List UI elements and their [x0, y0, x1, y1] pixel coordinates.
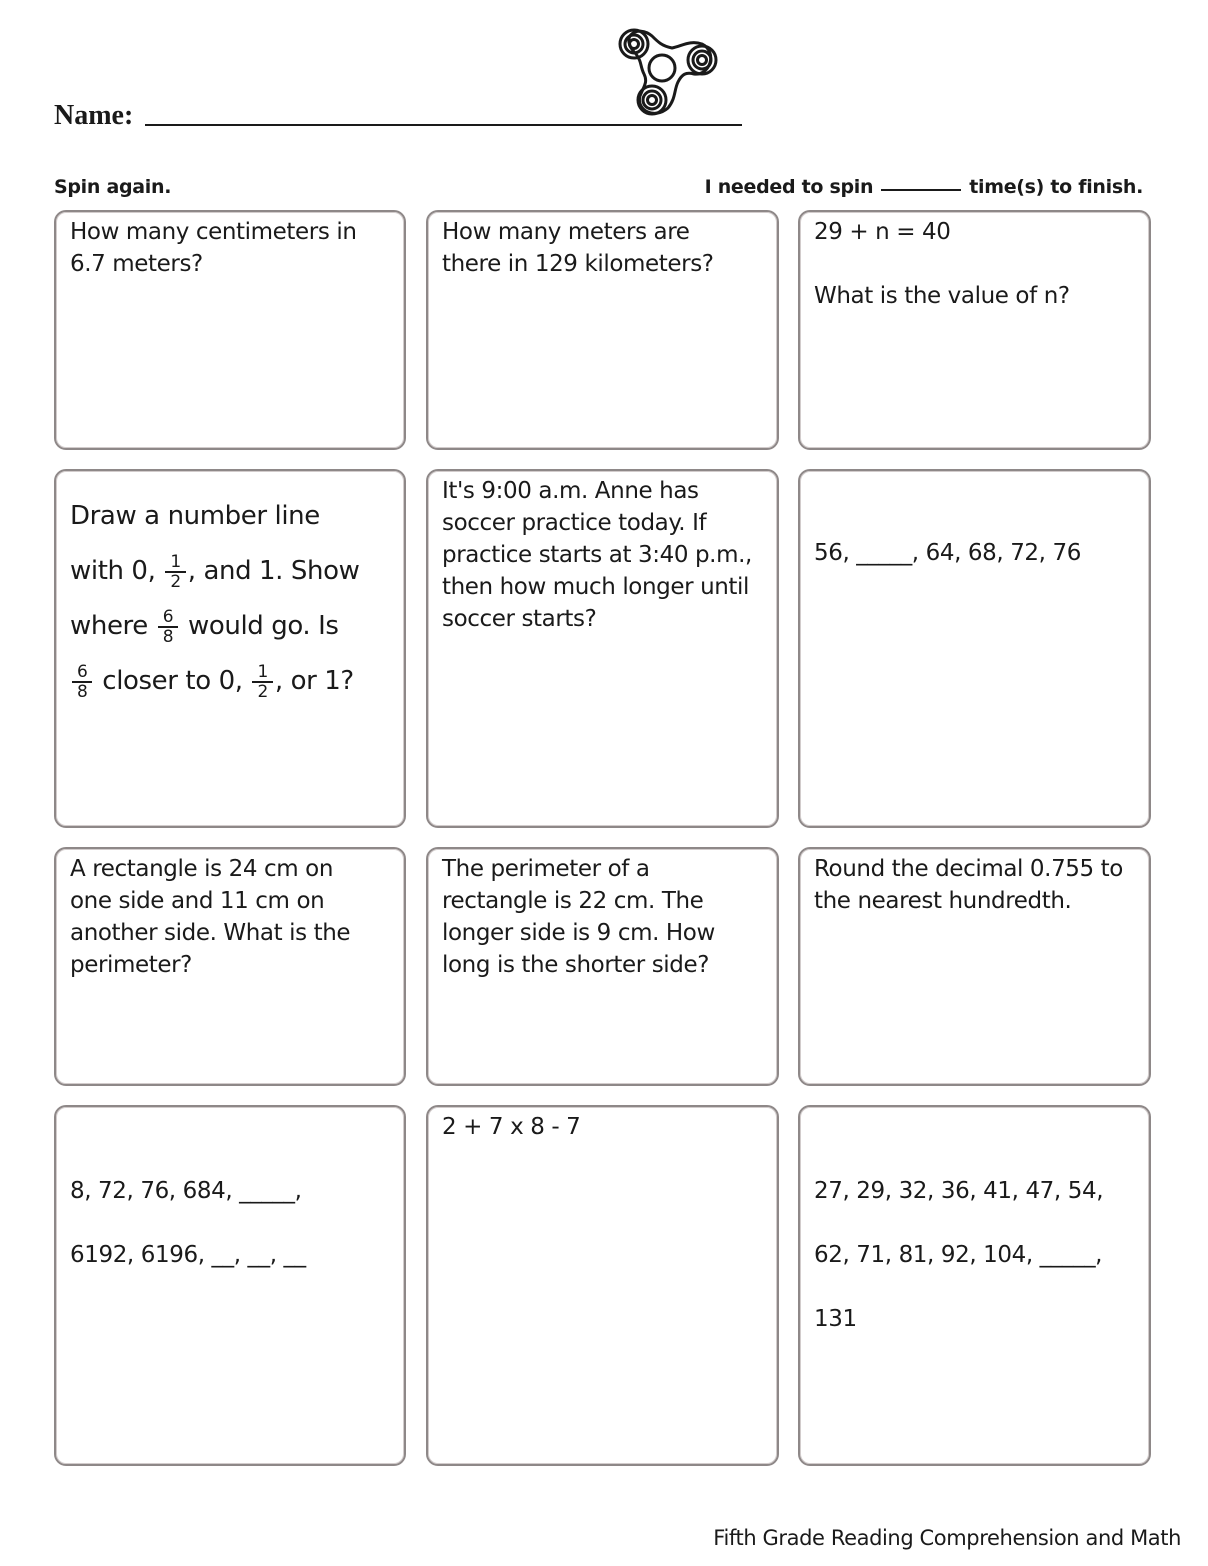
spin-count-prefix: I needed to spin — [704, 176, 874, 198]
card-text-line: another side. What is the — [70, 920, 351, 946]
spin-again-text: Spin again. — [54, 176, 172, 198]
question-card-number-line[interactable] — [54, 469, 406, 828]
fraction-six-eighths — [72, 663, 92, 701]
question-text: What is the value of n? — [814, 283, 1070, 309]
card-text-line: The perimeter of a — [442, 856, 650, 882]
fraction-denominator: 8 — [162, 626, 174, 647]
card-text-line: It's 9:00 a.m. Anne has — [442, 478, 699, 504]
question-card-centimeters[interactable] — [54, 210, 406, 450]
card-text-line: 27, 29, 32, 36, 41, 47, 54, — [814, 1178, 1104, 1204]
equation-text: 29 + n = 40 — [814, 219, 951, 245]
spin-count-suffix: time(s) to finish. — [969, 176, 1143, 198]
card-text-line: the nearest hundredth. — [814, 888, 1072, 914]
question-card-sequence-fours[interactable] — [798, 469, 1151, 828]
question-card-shorter-side[interactable] — [426, 847, 779, 1086]
fraction-numerator: 1 — [165, 553, 185, 573]
card-text-line: 62, 71, 81, 92, 104, _____, — [814, 1242, 1103, 1268]
card-text-line — [70, 599, 392, 654]
text-segment: would go. Is — [188, 611, 339, 641]
text-segment: closer to 0, — [102, 666, 243, 696]
fraction-one-half — [165, 553, 185, 591]
card-text-line — [70, 544, 392, 599]
card-text-line: then how much longer until — [442, 574, 750, 600]
card-text-line: Draw a number line — [70, 501, 320, 531]
card-text-line: one side and 11 cm on — [70, 888, 325, 914]
text-segment: , and 1. Show — [187, 556, 360, 586]
card-text-line: soccer practice today. If — [442, 510, 707, 536]
text-segment: where — [70, 611, 148, 641]
card-text-line: 6192, 6196, __, __, __ — [70, 1242, 306, 1268]
fidget-spinner-icon — [606, 24, 721, 122]
fraction-numerator: 6 — [158, 608, 178, 628]
question-card-rectangle-perimeter[interactable] — [54, 847, 406, 1086]
card-text-line: 6.7 meters? — [70, 251, 203, 277]
text-segment: with 0, — [70, 556, 156, 586]
fraction-one-half — [252, 663, 272, 701]
question-card-kilometers[interactable] — [426, 210, 779, 450]
card-text-line: perimeter? — [70, 952, 192, 978]
sequence-text: 56, _____, 64, 68, 72, 76 — [814, 540, 1081, 566]
card-text-line: soccer starts? — [442, 606, 597, 632]
fraction-numerator: 6 — [72, 663, 92, 683]
fraction-six-eighths — [158, 608, 178, 646]
card-text-line: 131 — [814, 1306, 857, 1332]
question-card-growing-sequence[interactable] — [798, 1105, 1151, 1466]
name-input-line[interactable] — [145, 124, 742, 126]
footer-title: Fifth Grade Reading Comprehension and Math — [713, 1526, 1181, 1550]
question-card-pattern[interactable] — [54, 1105, 406, 1466]
spin-count-blank[interactable] — [881, 189, 961, 191]
card-text-line: 8, 72, 76, 684, _____, — [70, 1178, 302, 1204]
fraction-denominator: 8 — [77, 681, 88, 702]
question-card-order-of-operations[interactable] — [426, 1105, 779, 1466]
card-text-line: there in 129 kilometers? — [442, 251, 714, 277]
card-text-line: rectangle is 22 cm. The — [442, 888, 704, 914]
spin-count-text — [705, 176, 1143, 198]
card-text-line: Round the decimal 0.755 to — [814, 856, 1123, 882]
card-text-line: practice starts at 3:40 p.m., — [442, 542, 752, 568]
fraction-numerator: 1 — [252, 663, 272, 683]
fraction-denominator: 2 — [257, 681, 268, 702]
question-card-soccer-time[interactable] — [426, 469, 779, 828]
name-label: Name: — [54, 100, 134, 131]
card-text-line: How many meters are — [442, 219, 690, 245]
text-segment: , or 1? — [274, 666, 354, 696]
question-card-rounding[interactable] — [798, 847, 1151, 1086]
card-text-line: long is the shorter side? — [442, 952, 710, 978]
card-text-line — [70, 654, 392, 709]
fraction-denominator: 2 — [170, 571, 181, 592]
expression-text: 2 + 7 x 8 - 7 — [442, 1114, 581, 1140]
card-text-line: How many centimeters in — [70, 219, 357, 245]
card-text-line: longer side is 9 cm. How — [442, 920, 715, 946]
question-card-equation[interactable] — [798, 210, 1151, 450]
card-text-line: A rectangle is 24 cm on — [70, 856, 334, 882]
